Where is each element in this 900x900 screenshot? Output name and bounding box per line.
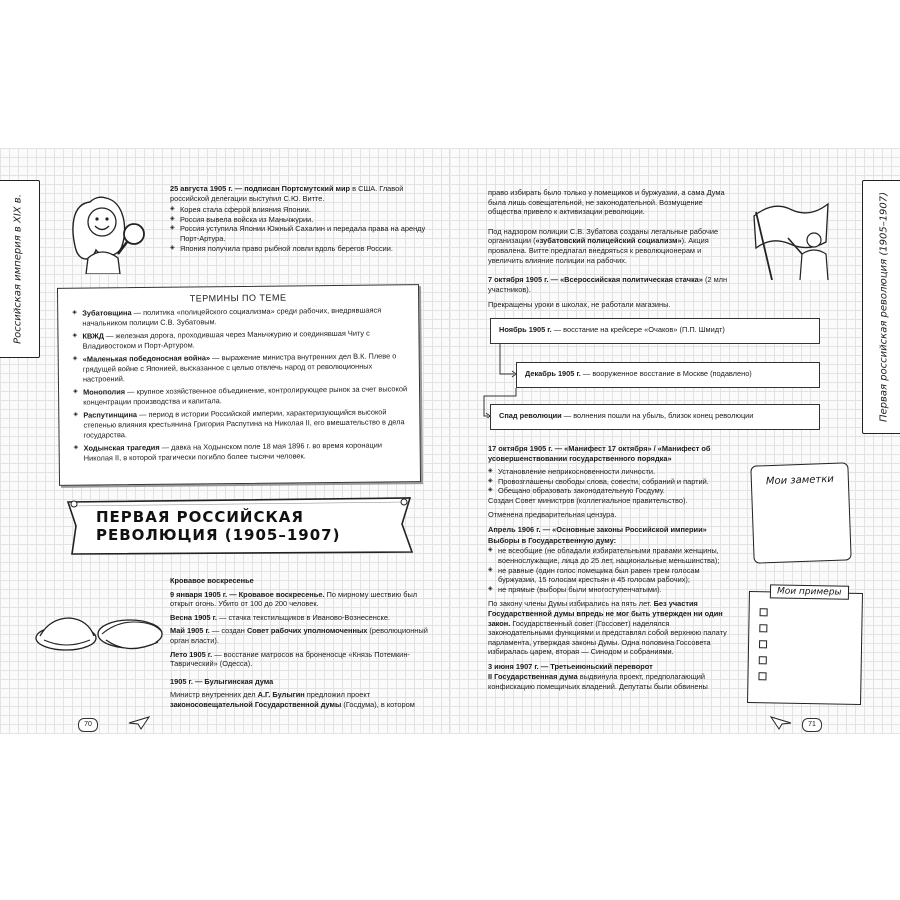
event-bold: Кровавое воскресенье. — [238, 589, 325, 599]
term-item — [74, 440, 410, 463]
timeline-text: — волнения пошли на убыль, близок конец революции — [561, 411, 754, 420]
zubatov-paragraph — [488, 227, 732, 265]
event-text: — стачка текстильщиков в Иваново-Вознесенске. — [216, 612, 391, 622]
term-definition: — железная дорога, проходившая через Маньчжурию и соединявшая Читу с Владивостоком и Порт-Артуром. — [82, 328, 370, 351]
timeline-date: Ноябрь 1905 г. — [499, 325, 552, 334]
event-item — [170, 613, 438, 623]
left-chapter-tab — [0, 180, 40, 358]
elections-bullet: ◈ не всеобщие (не обладали избирательными правами женщины, военнослужащие, лица до 25 лет, национальные меньшинства); — [488, 546, 732, 565]
portsmouth-bullet: ◈ Япония получила право рыбной ловли вдоль берегов России. — [170, 244, 440, 254]
book-spread — [0, 148, 900, 734]
term-item — [72, 305, 408, 328]
zubatov-b: «зубатовский полицейский социализм» — [535, 236, 682, 246]
right-chapter-tab — [862, 180, 900, 434]
strike-rest: (2 млн участников). — [488, 275, 728, 294]
event-date: Лето 1905 г. — [170, 649, 213, 659]
portsmouth-bullet: ◈ Россия уступила Японии Южный Сахалин и передала права на аренду Порт-Артура. — [170, 224, 440, 243]
event-item — [170, 626, 438, 645]
manifest-bullet: ◈ Установление неприкосновенности личности. — [488, 467, 732, 477]
duma-law-a: По закону члены Думы избирались на пять лет. — [488, 599, 654, 609]
examples-box[interactable] — [747, 586, 863, 705]
example-checkbox[interactable] — [758, 672, 766, 680]
events-1905-block — [170, 576, 438, 714]
manifest-note: Отменена предварительная цензура. — [488, 509, 617, 519]
chapter-title — [96, 508, 396, 544]
coup-heading: 3 июня 1907 г. — Третьеиюньский переворот — [488, 661, 653, 671]
duma-law-paragraph — [488, 599, 732, 657]
event-text: — восстание матросов на броненосце «Князь Потемкин-Таврический» (Одесса). — [170, 649, 410, 669]
right-chapter-tab-label: Первая российская революция (1905–1907) — [878, 191, 890, 423]
timeline-date: Декабрь 1905 г. — [525, 369, 581, 378]
manifest-bullet: ◈ Обещано образовать законодательную Госдуму. — [488, 486, 732, 496]
event-item — [170, 650, 438, 669]
term-item — [72, 328, 408, 351]
bulygin-text — [170, 690, 438, 709]
example-checkbox[interactable] — [759, 656, 767, 664]
timeline-text: — восстание на крейсере «Очаков» (П.П. Шмидт) — [551, 325, 725, 334]
zubatov-c: ). Акция провалена. Витте предлагал внедряться к революционерам и увеличить влияние полиции на рабочих. — [488, 236, 709, 265]
event-date: 9 января 1905 г. — — [170, 589, 237, 599]
portsmouth-bullet: ◈ Корея стала сферой влияния Японии. — [170, 205, 440, 215]
zubatov-a: Под надзором полиции С.В. Зубатова созданы легальные рабочие организации ( — [488, 226, 719, 246]
term-item — [73, 408, 409, 440]
terms-list — [72, 305, 410, 463]
timeline-connector — [478, 344, 522, 418]
term-definition: — политика «полицейского социализма» среди рабочих, внедрявшаяся начальником полиции С.В. Зубатовым. — [82, 305, 382, 328]
coup-rest: выдвинула проект, предполагающий конфискацию помещичьих владений. Депутаты были обвинены — [488, 672, 708, 692]
duma-law-bold: Без участия Государственной думы впредь не мог быть утвержден ни один закон. — [488, 599, 723, 628]
bulygin-heading: 1905 г. — Булыгинская дума — [170, 676, 274, 686]
bloody-sunday-heading: Кровавое воскресенье — [170, 576, 254, 585]
term-name: Ходынская трагедия — [83, 442, 160, 453]
strike-bold: «Всероссийская политическая стачка» — [560, 275, 703, 285]
bulygin-bold-b: законосовещательной Государственной думы — [170, 699, 342, 709]
chapter-title-line1: ПЕРВАЯ РОССИЙСКАЯ — [96, 508, 304, 526]
left-page-number: 70 — [78, 718, 98, 732]
example-checkbox[interactable] — [760, 608, 768, 616]
paper-plane-icon — [128, 716, 150, 730]
term-definition: — крупное хозяйственное объединение, контролирующее рынок за счет высокой концентрации производства и капитала. — [83, 384, 408, 407]
portsmouth-date: 25 августа 1905 г. — — [170, 184, 243, 193]
portsmouth-block — [170, 184, 440, 253]
examples-title: Мои примеры — [770, 584, 849, 599]
timeline-box-december — [516, 362, 820, 388]
terms-card — [57, 284, 421, 486]
example-checkbox[interactable] — [759, 624, 767, 632]
bulygin-text-c: (Госдума), в котором — [341, 699, 415, 709]
timeline-date: Спад революции — [499, 411, 562, 420]
strike-date: 7 октября 1905 г. — — [488, 275, 558, 285]
right-col1-top — [488, 188, 732, 314]
timeline-text: — вооруженное восстание в Москве (подавлено) — [580, 369, 752, 378]
right-page-number: 71 — [802, 718, 822, 732]
manifest-heading: 17 октября 1905 г. — «Манифест 17 октября» / «Манифест об усовершенствовании государственного порядка» — [488, 444, 711, 463]
event-item — [170, 590, 438, 609]
spine — [449, 148, 451, 734]
left-chapter-tab-label: Российская империя в XIX в. — [12, 194, 24, 344]
strike-paragraph — [488, 275, 732, 294]
paper-plane-icon — [770, 716, 792, 730]
notes-title: Мои заметки — [765, 473, 834, 488]
coup-text — [488, 672, 732, 691]
timeline-box-decline — [490, 404, 820, 430]
right-col1-bottom — [488, 444, 732, 696]
event-text: По мирному шествию был открыт огонь. Убито от 100 до 200 человек. — [170, 589, 418, 609]
event-bold: Совет рабочих уполномоченных — [246, 626, 368, 636]
portsmouth-bold: подписан Портсмутский мир — [244, 184, 351, 193]
duma-law-b: Государственный совет (Госсовет) наделялся законодательными функциями и представлял собой верхнюю палату парламента, утверждая законы Думы. Одна половина Госсовета избиралась царем, вторая — Синодом и собраниями. — [488, 618, 727, 657]
term-definition: — период в истории Российской империи, характеризующийся высокой степенью влияния крестьянина Григория Распутина на Николая II, его вмешательство в дела государства. — [83, 407, 405, 440]
caps-illustration — [30, 600, 170, 660]
example-checkbox[interactable] — [759, 640, 767, 648]
portsmouth-rest: в США. Главой российской делегации выступил С.Ю. Витте. — [170, 184, 404, 203]
manifest-bullet: ◈ Провозглашены свободы слова, совести, собраний и партий. — [488, 477, 732, 487]
term-name: Зубатовщина — [82, 308, 132, 318]
term-definition: — выражение министра внутренних дел В.К. Плеве о грядущей войне с Японией, высказанное с целью отвлечь народ от революционных настроений. — [82, 351, 397, 384]
bulygin-text-b: предложил проект — [304, 690, 371, 700]
term-item — [73, 384, 409, 407]
term-definition: — давка на Ходынском поле 18 мая 1896 г. во время коронации Николая II, в которой трагически погибло более тысячи человек. — [83, 440, 383, 463]
bulygin-bold-a: А.Г. Булыгин — [257, 690, 305, 700]
bulygin-continuation: право избирать было только у помещиков и буржуазии, а сама Дума была лишь совещательной, не законодательной. Возмущение общества привело к активизации революции. — [488, 188, 725, 217]
event-text: (революционный орган власти). — [170, 626, 428, 645]
event-date: Май 1905 г. — [170, 626, 210, 636]
flag-man-illustration — [748, 188, 834, 280]
event-date: Весна 1905 г. — [170, 612, 217, 622]
manifest-note: Создан Совет министров (коллегиальное правительство). — [488, 495, 688, 505]
elections-bullet: ◈ не прямые (выборы были многоступенчатыми). — [488, 585, 732, 595]
coup-bold: II Государственная дума — [488, 672, 578, 682]
timeline-box-november — [490, 318, 820, 344]
term-name: Распутинщина — [83, 410, 138, 420]
laws-heading: Апрель 1906 г. — «Основные законы Российской империи» — [488, 525, 707, 535]
bulygin-text-a: Министр внутренних дел — [170, 690, 258, 700]
term-name: КВЖД — [82, 331, 105, 341]
elections-bullet: ◈ не равные (один голос помещика был равен трем голосам буржуазии, 15 голосам крестьян и 45 голосам рабочих); — [488, 566, 732, 585]
terms-title: ТЕРМИНЫ ПО ТЕМЕ — [189, 292, 287, 304]
term-name: «Маленькая победоносная война» — [82, 353, 211, 365]
event-text: — создан — [209, 626, 247, 636]
girl-illustration — [62, 188, 154, 274]
strike-note: Прекращены уроки в школах, не работали магазины. — [488, 300, 671, 310]
elections-subheading: Выборы в Государственную думу: — [488, 535, 617, 545]
chapter-title-line2: РЕВОЛЮЦИЯ (1905–1907) — [96, 526, 341, 544]
term-item — [73, 352, 409, 384]
term-name: Монополия — [83, 387, 126, 397]
notes-box[interactable] — [750, 462, 851, 563]
portsmouth-bullet: ◈ Россия вывела войска из Маньчжурии. — [170, 215, 440, 225]
